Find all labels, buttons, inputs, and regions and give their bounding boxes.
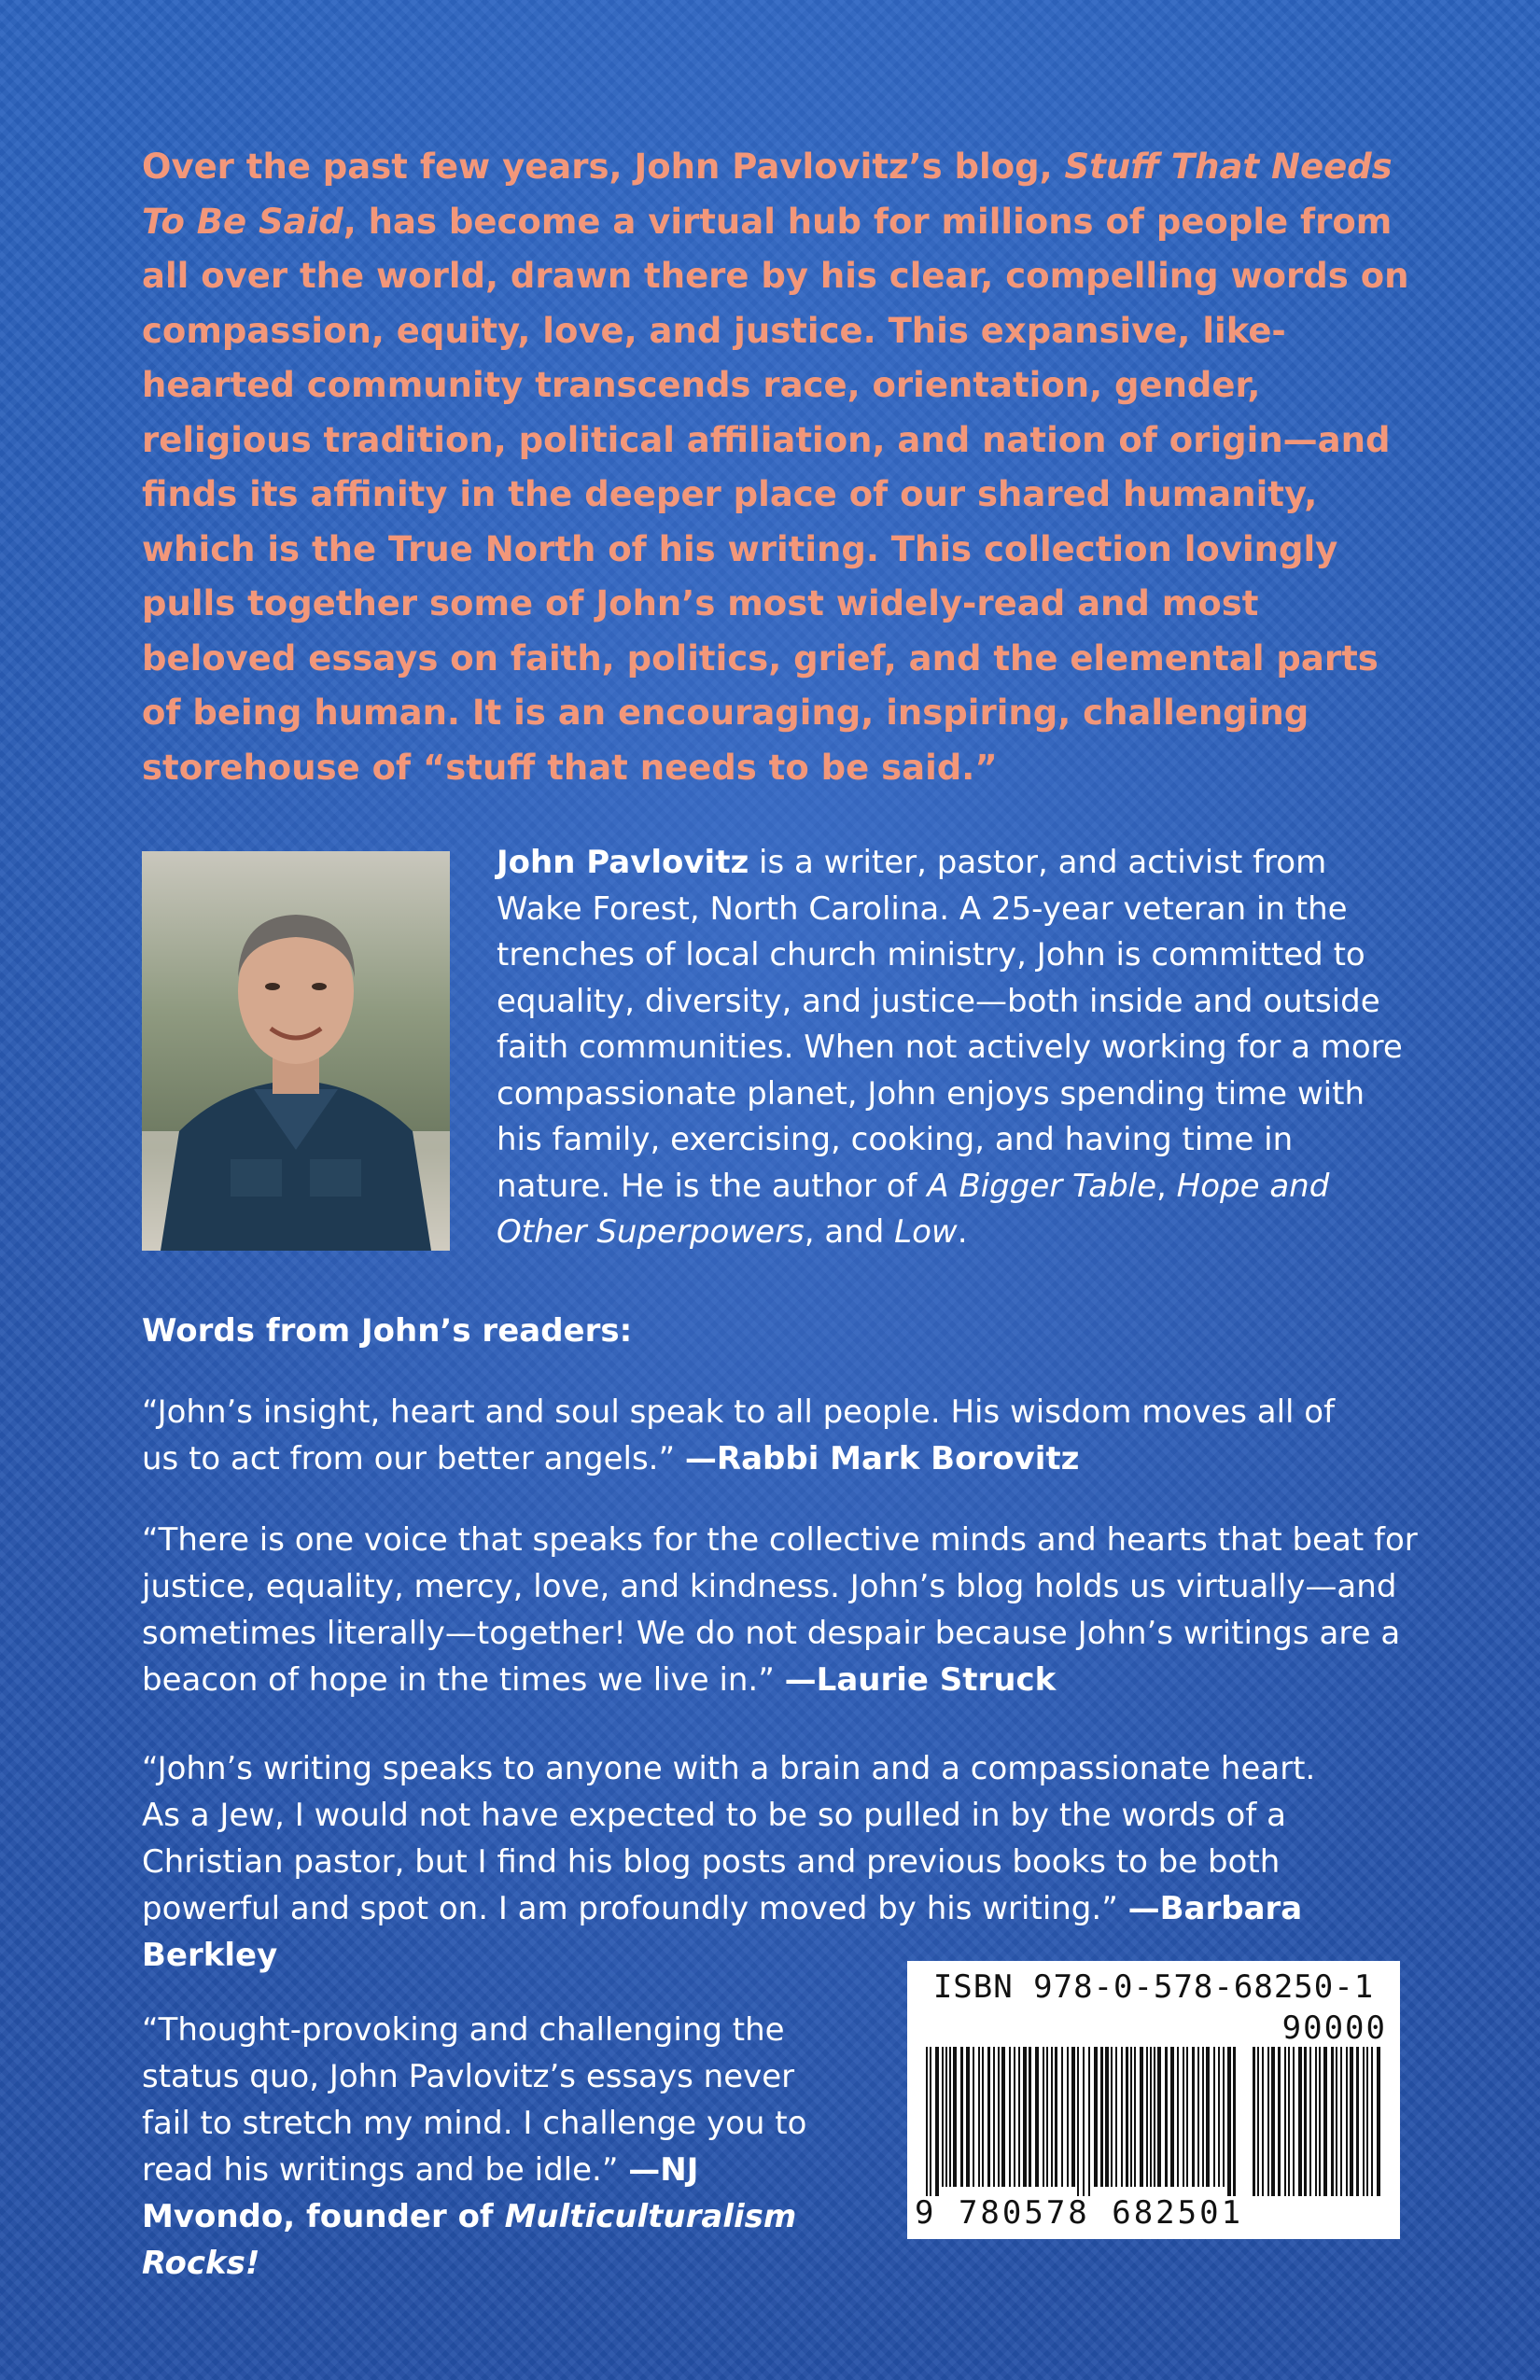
addon-barcode-bar [1331, 2047, 1334, 2196]
addon-barcode-bar [1366, 2047, 1368, 2196]
barcode-bar [1183, 2047, 1184, 2187]
price-code: 90000 [1281, 2009, 1387, 2047]
book-title-2: Hope and Other Superpowers [497, 1167, 1330, 1251]
quote-text: “John’s writing speaks to anyone with a brain and a compassionate heart. As a Jew, I would not have expected to be so pulled in by the words of a Christian pastor, but I find his blog posts and previous books to be both powerful and spot on. I am profoundly moved by his writing.” [142, 1750, 1316, 1927]
barcode-bar [1206, 2047, 1210, 2187]
barcode-bar [1077, 2047, 1079, 2196]
addon-barcode-bar [1257, 2047, 1259, 2196]
addon-barcode-bar [1278, 2047, 1281, 2196]
addon-barcode-bar [1371, 2047, 1373, 2196]
barcode-bars [926, 2047, 1383, 2196]
addon-barcode-bar [1309, 2047, 1311, 2196]
publication-title: Multiculturalism Rocks! [142, 2198, 797, 2282]
bio-separator-1: , [1156, 1167, 1177, 1205]
barcode-bar [1055, 2047, 1057, 2187]
quote-text: “There is one voice that speaks for the collective minds and hearts that beat for justice, equality, mercy, love, and kindness. John’s blog holds us virtually—and sometimes literally—together! We do not despair because John’s writings are a beacon of hope in the times we live in.” [142, 1521, 1418, 1699]
barcode-bar [1146, 2047, 1148, 2187]
barcode-bar [1170, 2047, 1174, 2187]
barcode-bar [1111, 2047, 1113, 2187]
book-blurb [142, 140, 1421, 795]
reader-quote [142, 2007, 851, 2287]
barcode-bar [1115, 2047, 1117, 2187]
barcode-bar [1233, 2047, 1236, 2196]
barcode-bar [1218, 2047, 1220, 2187]
barcode-bar [1018, 2047, 1020, 2187]
barcode-bar [1121, 2047, 1123, 2187]
blurb-text-2: , has become a virtual hub for millions of people from all over the world, drawn there by his clear, compelling words on compassion, equity, love, and justice. This expansive, like-hearted community transcends race, orientation, gender, religious tradition, political affiliation, and nation of origin—and finds its affinity in the deeper place of our shared humanity, which is the True North of his writing. This collection lovingly pulls together some of John’s most widely-read and most beloved essays on faith, politics, grief, and the elemental parts of being human. It is an encouraging, inspiring, challenging storehouse of “stuff that needs to be said.” [142, 201, 1409, 788]
barcode-bar [1023, 2047, 1027, 2187]
addon-barcode-bar [1350, 2047, 1353, 2196]
barcode-bar [1130, 2047, 1132, 2187]
blurb-text-1: Over the past few years, John Pavlovitz’s blog, [142, 147, 1065, 187]
author-photo [142, 851, 450, 1251]
reader-quote [142, 1389, 1355, 1482]
barcode-bar [1150, 2047, 1152, 2187]
barcode-bar [1001, 2047, 1005, 2187]
addon-barcode-bar [1253, 2047, 1255, 2196]
addon-barcode-bar [1336, 2047, 1337, 2196]
barcode-bar [930, 2047, 931, 2196]
addon-barcode-bar [1340, 2047, 1342, 2196]
barcode-bar [1202, 2047, 1204, 2187]
barcode-bar [960, 2047, 963, 2187]
barcode-bar [987, 2047, 990, 2187]
addon-barcode-bar [1262, 2047, 1264, 2196]
barcode-bar [942, 2047, 944, 2187]
barcode-bar [993, 2047, 995, 2187]
reader-quote [142, 1517, 1421, 1703]
author-portrait-image [142, 851, 450, 1251]
barcode-bar [1014, 2047, 1015, 2187]
barcode-bar [935, 2047, 939, 2196]
barcode-bar [1177, 2047, 1179, 2187]
quote-text: “John’s insight, heart and soul speak to all people. His wisdom moves all of us to act from our better angels.” [142, 1393, 1336, 1477]
barcode-bar [1029, 2047, 1031, 2187]
addon-barcode-bar [1271, 2047, 1275, 2196]
quote-attribution: —Barbara Berkley [142, 1890, 1303, 1974]
barcode-bar [1186, 2047, 1188, 2187]
addon-barcode-bar [1346, 2047, 1348, 2196]
barcode-bar [1154, 2047, 1155, 2187]
attribution-name: —NJ Mvondo, founder of [142, 2151, 699, 2235]
barcode-bar [926, 2047, 928, 2196]
ean-digits: 9 780578 682501 [915, 2194, 1244, 2232]
bio-separator-2: , and [804, 1213, 895, 1251]
barcode-bar [1071, 2047, 1075, 2187]
addon-barcode-bar [1363, 2047, 1365, 2196]
quote-attribution: —Laurie Struck [784, 1661, 1057, 1699]
isbn-barcode [907, 1961, 1400, 2239]
quote-text: “Thought-provoking and challenging the status quo, John Pavlovitz’s essays never fail to stretch my mind. I challenge you to read his writings and be idle.” [142, 2011, 807, 2189]
barcode-bar [1223, 2047, 1225, 2187]
barcode-bar [1197, 2047, 1199, 2187]
addon-barcode-bar [1284, 2047, 1286, 2196]
reader-quote [142, 1745, 1355, 1979]
barcode-bar [1134, 2047, 1136, 2187]
barcode-bar [998, 2047, 1000, 2187]
barcode-bar [1094, 2047, 1098, 2187]
barcode-bar [1165, 2047, 1168, 2187]
author-bio [497, 840, 1411, 1256]
barcode-bar [1009, 2047, 1011, 2187]
barcode-bar [949, 2047, 951, 2187]
addon-barcode-bar [1315, 2047, 1317, 2196]
barcode-bar [953, 2047, 957, 2187]
barcode-bar [1088, 2047, 1090, 2196]
barcode-bar [1083, 2047, 1085, 2196]
barcode-bar [1227, 2047, 1231, 2196]
barcode-bar [1043, 2047, 1044, 2187]
barcode-bar [978, 2047, 980, 2187]
barcode-bar [1035, 2047, 1039, 2187]
addon-barcode-bar [1288, 2047, 1290, 2196]
barcode-bar [945, 2047, 947, 2187]
barcode-bar [1046, 2047, 1048, 2187]
addon-barcode-bar [1377, 2047, 1380, 2196]
barcode-bar [1061, 2047, 1063, 2187]
addon-barcode-bar [1293, 2047, 1295, 2196]
barcode-bar [1140, 2047, 1143, 2187]
isbn-label: ISBN 978-0-578-68250-1 [932, 1968, 1375, 2006]
barcode-bar [966, 2047, 970, 2187]
blog-title: Stuff That Needs To Be Said [142, 147, 1393, 242]
addon-barcode-bar [1319, 2047, 1321, 2196]
barcode-bar [1157, 2047, 1161, 2187]
barcode-bar [982, 2047, 984, 2187]
barcode-bar [1051, 2047, 1053, 2187]
barcode-bar [1105, 2047, 1109, 2187]
barcode-bar [1192, 2047, 1195, 2187]
book-title-1: A Bigger Table [927, 1167, 1157, 1205]
barcode-bar [973, 2047, 974, 2187]
addon-barcode-bar [1267, 2047, 1269, 2196]
barcode-bar [1213, 2047, 1215, 2187]
readers-heading: Words from John’s readers: [142, 1312, 633, 1350]
barcode-bar [1067, 2047, 1069, 2187]
bio-text: is a writer, pastor, and activist from Wake Forest, North Carolina. A 25-year veteran in the trenches of local church ministry, John is committed to equality, diversity, and justice—both inside and outside faith communities. When not actively working for a more compassionate planet, John enjoys spending time with his family, exercising, cooking, and having time in nature. He is the author of [497, 844, 1403, 1205]
barcode-bar [1100, 2047, 1103, 2187]
barcode-bar [1126, 2047, 1128, 2187]
addon-barcode-bar [1356, 2047, 1359, 2196]
book-title-3: Low [894, 1213, 958, 1251]
addon-barcode-bar [1304, 2047, 1307, 2196]
author-name: John Pavlovitz [497, 844, 749, 881]
addon-barcode-bar [1323, 2047, 1327, 2196]
quote-attribution: —Rabbi Mark Borovitz [684, 1440, 1080, 1477]
bio-end: . [957, 1213, 968, 1251]
addon-barcode-bar [1298, 2047, 1302, 2196]
